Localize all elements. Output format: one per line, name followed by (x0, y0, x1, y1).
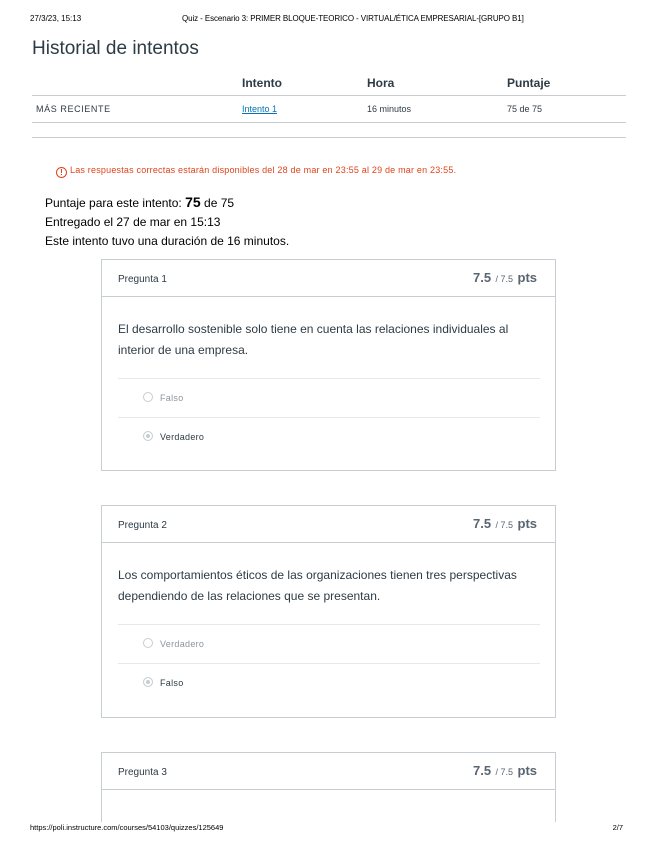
question-text: Los comportamientos éticos de las organizaciones tienen tres perspectivas dependiendo de las relaciones que se presentan. (118, 568, 517, 603)
answer-label: Verdadero (160, 432, 205, 442)
attempt-summary (45, 193, 289, 251)
points-max: / 7.5 (495, 520, 514, 530)
answer-option-selected (118, 417, 540, 456)
question-text: El desarrollo sostenible solo tiene en cuenta las relaciones individuales al interior de una empresa. (118, 322, 509, 357)
answers-availability-notice (56, 165, 456, 178)
question-header (102, 260, 555, 297)
print-header (30, 14, 625, 26)
answer-radio-selected (143, 431, 153, 441)
attempt-time: 16 minutos (367, 104, 412, 114)
points-earned: 7.5 (473, 516, 492, 531)
notice-text: Las respuestas correctas estarán disponibles del 28 de mar en 23:55 al 29 de mar en 23:55. (70, 165, 457, 175)
history-title: Historial de intentos (32, 38, 199, 59)
question-points (473, 269, 537, 287)
question-name: Pregunta 1 (118, 274, 167, 285)
column-header-hora: Hora (367, 76, 395, 90)
answer-option-selected (118, 663, 540, 702)
attempt-score: 75 de 75 (507, 104, 543, 114)
question-points (473, 515, 537, 533)
answer-label: Falso (160, 678, 184, 688)
print-footer (30, 823, 625, 835)
question-header (102, 506, 555, 543)
attempt-recent-label: MÁS RECIENTE (36, 104, 111, 114)
question-name: Pregunta 2 (118, 520, 167, 531)
answer-option (118, 624, 540, 663)
print-doc-title: Quiz - Escenario 3: PRIMER BLOQUE-TEORICO - VIRTUAL/ÉTICA EMPRESARIAL-[GRUPO B1] (182, 14, 524, 23)
question-card-2 (101, 505, 556, 718)
answer-option (118, 378, 540, 417)
divider (32, 137, 626, 138)
points-max: / 7.5 (495, 274, 514, 284)
score-line (45, 193, 289, 213)
warning-icon: ! (56, 167, 67, 178)
column-header-intento: Intento (242, 76, 282, 90)
answer-radio (143, 392, 153, 402)
question-points (473, 762, 537, 780)
attempt-history-table (32, 72, 626, 123)
score-value: 75 (185, 194, 201, 210)
points-max: / 7.5 (495, 767, 514, 777)
points-earned: 7.5 (473, 763, 492, 778)
submitted-line: Entregado el 27 de mar en 15:13 (45, 215, 221, 229)
print-date: 27/3/23, 15:13 (30, 14, 82, 23)
duration-line: Este intento tuvo una duración de 16 minutos. (45, 234, 290, 248)
points-unit: pts (517, 763, 537, 778)
answer-label: Verdadero (160, 639, 205, 649)
points-unit: pts (517, 516, 537, 531)
answer-list (118, 624, 540, 702)
score-prefix: Puntaje para este intento: (45, 196, 186, 210)
answer-radio (143, 638, 153, 648)
score-suffix: de 75 (200, 196, 235, 210)
history-table-header (32, 72, 626, 96)
answer-label: Falso (160, 393, 184, 403)
question-name: Pregunta 3 (118, 767, 167, 778)
divider (32, 122, 626, 123)
page-number: 2/7 (612, 823, 623, 832)
points-unit: pts (517, 270, 537, 285)
column-header-puntaje: Puntaje (507, 76, 551, 90)
question-card-1 (101, 259, 556, 471)
points-earned: 7.5 (473, 270, 492, 285)
print-url: https://poli.instructure.com/courses/54103/quizzes/125649 (30, 823, 224, 832)
answer-list (118, 378, 540, 456)
question-header (102, 753, 555, 790)
question-card-3 (101, 752, 556, 822)
table-row (32, 96, 626, 123)
answer-radio-selected (143, 677, 153, 687)
attempt-link[interactable]: Intento 1 (242, 104, 278, 114)
